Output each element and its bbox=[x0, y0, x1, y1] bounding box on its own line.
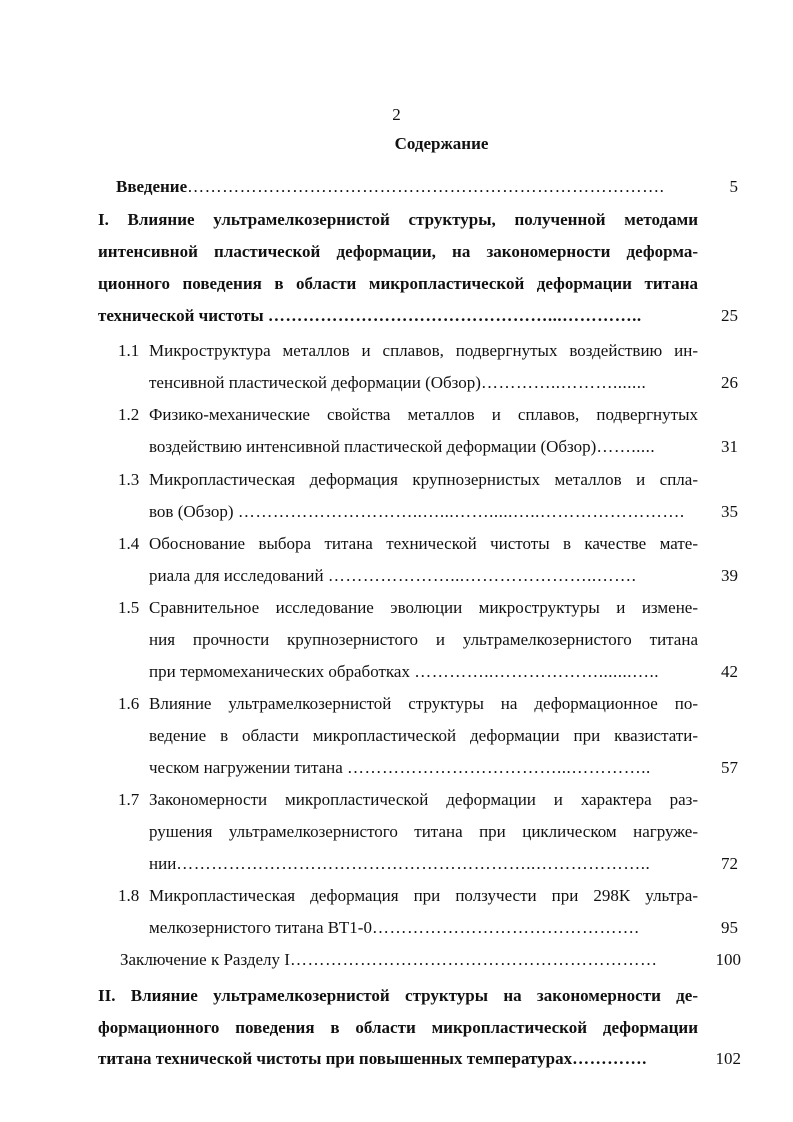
toc-entry-label: воздействию интенсивной пластической деформации (Обзор) bbox=[149, 437, 597, 456]
leader-dots: …………. bbox=[572, 1049, 647, 1068]
toc-entry-continuation[interactable] bbox=[149, 373, 698, 393]
toc-entry-1-7[interactable] bbox=[118, 790, 698, 810]
chapter-title-line[interactable]: интенсивной пластической деформации, на закономерности деформа- bbox=[98, 242, 698, 261]
toc-entry-continuation[interactable] bbox=[149, 437, 698, 457]
toc-page-number: 5 bbox=[729, 177, 738, 196]
section-number: 1.2 bbox=[118, 405, 140, 424]
toc-page-number: 31 bbox=[721, 437, 738, 456]
section-number: 1.5 bbox=[118, 598, 140, 617]
toc-page-number: 95 bbox=[721, 918, 738, 937]
toc-entry-intro[interactable] bbox=[116, 177, 694, 197]
toc-entry-label: Введение bbox=[116, 177, 188, 196]
toc-page-number: 72 bbox=[721, 854, 738, 873]
page-title: Содержание bbox=[394, 134, 489, 153]
toc-entry-label: Сравнительное исследование эволюции микроструктуры и измене- bbox=[149, 598, 698, 617]
leader-dots: ……………………………………………………..……………….. bbox=[176, 854, 651, 873]
chapter-title-line[interactable]: II. Влияние ультрамелкозернистой структуры на закономерности де- bbox=[98, 986, 698, 1005]
toc-entry-continuation[interactable] bbox=[149, 662, 698, 682]
toc-entry-continuation[interactable]: ведение в области микропластической деформации при квазистати- bbox=[149, 726, 698, 745]
toc-entry-1-2[interactable] bbox=[118, 405, 698, 425]
toc-entry-label: Заключение к Разделу I bbox=[120, 950, 290, 969]
toc-entry-continuation[interactable]: ния прочности крупнозернистого и ультрамелкозернистого титана bbox=[149, 630, 698, 649]
toc-entry-continuation[interactable] bbox=[149, 918, 679, 938]
section-number: 1.7 bbox=[118, 790, 140, 809]
toc-entry-label: нии bbox=[149, 854, 177, 873]
toc-entry-label: Микропластическая деформация крупнозернистых металлов и спла- bbox=[149, 470, 698, 489]
toc-entry-label: Физико-механические свойства металлов и сплавов, подвергнутых bbox=[149, 405, 698, 424]
toc-page-number: 57 bbox=[721, 758, 738, 777]
leader-dots: …………..……………….......….. bbox=[414, 662, 659, 681]
chapter-title-line[interactable]: I. Влияние ультрамелкозернистой структуры, полученной методами bbox=[98, 210, 698, 229]
toc-entry-label: Обоснование выбора титана технической чистоты в качестве мате- bbox=[149, 534, 698, 553]
toc-entry-label: риала для исследований bbox=[149, 566, 324, 585]
toc-entry-chapter1[interactable] bbox=[98, 306, 698, 326]
leader-dots: …………………...…………………..……. bbox=[327, 566, 637, 585]
toc-page-number: 39 bbox=[721, 566, 738, 585]
toc-entry-continuation[interactable]: рушения ультрамелкозернистого титана при циклическом нагруже- bbox=[149, 822, 698, 841]
leader-dots: ……..... bbox=[596, 437, 656, 456]
toc-entry-label: Влияние ультрамелкозернистой структуры на деформационное по- bbox=[149, 694, 698, 713]
section-number: 1.8 bbox=[118, 886, 140, 905]
leader-dots: ……………………………………………………… bbox=[289, 950, 658, 969]
toc-entry-label: вов (Обзор) bbox=[149, 502, 234, 521]
toc-entry-label: ческом нагружении титана bbox=[149, 758, 343, 777]
toc-entry-continuation[interactable] bbox=[149, 566, 659, 586]
toc-entry-label: титана технической чистоты при повышенных температурах bbox=[98, 1049, 573, 1068]
toc-entry-1-4[interactable] bbox=[118, 534, 698, 554]
section-number: 1.6 bbox=[118, 694, 140, 713]
toc-entry-chapter2[interactable] bbox=[98, 1049, 698, 1069]
toc-entry-label: тенсивной пластической деформации (Обзор) bbox=[149, 373, 481, 392]
leader-dots: ………………………………...………….. bbox=[347, 758, 651, 777]
section-number: 1.1 bbox=[118, 341, 140, 360]
toc-entry-continuation[interactable] bbox=[149, 758, 698, 778]
leader-dots: …………..………....... bbox=[480, 373, 647, 392]
toc-entry-1-1[interactable] bbox=[118, 341, 698, 361]
toc-entry-label: технической чистоты bbox=[98, 306, 264, 325]
leader-dots: ………………………………………………………………………. bbox=[187, 177, 665, 196]
leader-dots: …………………………..…...…….....…..……………………. bbox=[237, 502, 685, 521]
toc-entry-1-3[interactable] bbox=[118, 470, 698, 490]
section-number: 1.4 bbox=[118, 534, 140, 553]
toc-page-number: 26 bbox=[721, 373, 738, 392]
toc-page-number: 35 bbox=[721, 502, 738, 521]
toc-page-number: 42 bbox=[721, 662, 738, 681]
toc-page-number: 100 bbox=[715, 950, 741, 969]
toc-entry-1-6[interactable] bbox=[118, 694, 698, 714]
toc-entry-label: Микропластическая деформация при ползучести при 298К ультра- bbox=[149, 886, 698, 905]
toc-entry-label: Закономерности микропластической деформации и характера раз- bbox=[149, 790, 698, 809]
toc-entry-label: при термомеханических обработках bbox=[149, 662, 410, 681]
toc-entry-continuation[interactable] bbox=[149, 502, 698, 522]
toc-page-number: 25 bbox=[721, 306, 738, 325]
chapter-title-line[interactable]: ционного поведения в области микропластической деформации титана bbox=[98, 274, 698, 293]
chapter-title-line[interactable]: формационного поведения в области микропластической деформации bbox=[98, 1018, 698, 1037]
toc-entry-label: Микроструктура металлов и сплавов, подвергнутых воздействию ин- bbox=[149, 341, 698, 360]
toc-entry-1-8[interactable] bbox=[118, 886, 698, 906]
toc-entry-1-5[interactable] bbox=[118, 598, 698, 618]
toc-entry-continuation[interactable] bbox=[149, 854, 698, 874]
leader-dots: ………………………………………. bbox=[371, 918, 640, 937]
leader-dots: …………………………………………...………….. bbox=[267, 306, 642, 325]
toc-entry-label: мелкозернистого титана ВТ1-0 bbox=[149, 918, 372, 937]
section-number: 1.3 bbox=[118, 470, 140, 489]
toc-page-number: 102 bbox=[715, 1049, 741, 1068]
page-number: 2 bbox=[392, 105, 401, 124]
toc-entry-conclusion[interactable] bbox=[120, 950, 695, 970]
